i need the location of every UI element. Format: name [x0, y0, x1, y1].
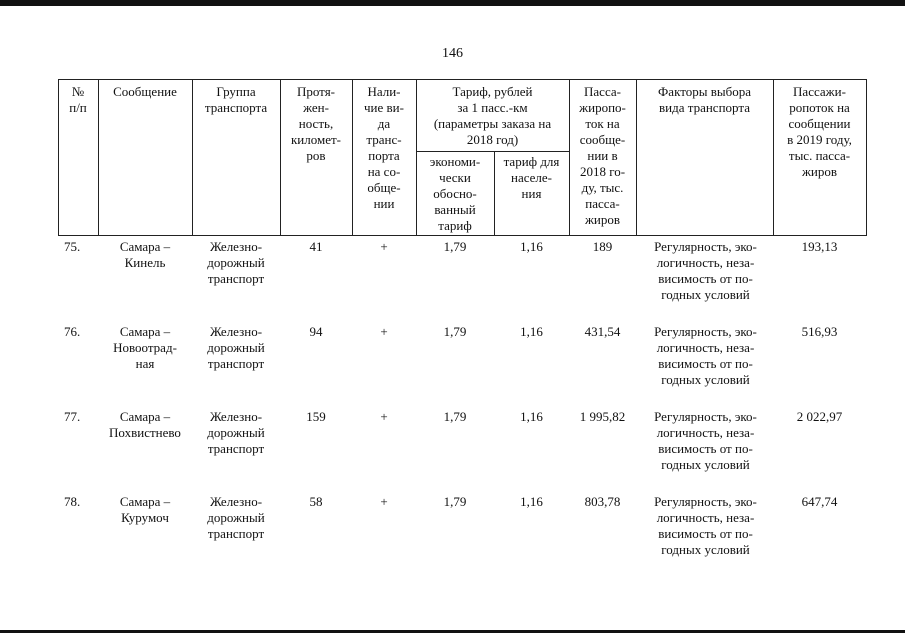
row-transport-group: Железно- дорожный транспорт [207, 324, 265, 371]
row-flow-2018: 1 995,82 [579, 409, 626, 424]
row-number: 75. [64, 239, 81, 254]
row-length: 58 [309, 494, 323, 509]
header-flow-2019: Пассажи- ропоток на сообщении в 2019 году, тыс. пасса- жиров [787, 84, 852, 179]
tariff-split-line [416, 151, 569, 152]
row-flow-2019: 647,74 [801, 494, 838, 509]
row-availability: + [380, 239, 388, 254]
header-route: Сообщение [113, 84, 177, 99]
header-flow-2018: Пасса- жиропо- ток на сообще- нии в 2018 го- ду, тыс. пасса- жиров [579, 84, 626, 227]
row-number: 76. [64, 324, 81, 339]
row-factors: Регулярность, эко- логичность, неза- висимость от по- годных условий [654, 409, 757, 472]
row-availability: + [380, 324, 388, 339]
row-length: 41 [309, 239, 323, 254]
header-tariff-population: тариф для населе- ния [503, 154, 560, 201]
header-tariff: Тариф, рублей за 1 пасс.-км (параметры заказа на 2018 год) [433, 84, 552, 147]
row-number: 77. [64, 409, 81, 424]
header-availability: Нали- чие ви- да транс- порта на со- обще- нии [364, 84, 404, 211]
row-tariff-population: 1,16 [520, 494, 543, 509]
row-factors: Регулярность, эко- логичность, неза- висимость от по- годных условий [654, 494, 757, 557]
row-tariff-economic: 1,79 [443, 494, 467, 509]
row-flow-2019: 516,93 [801, 324, 838, 339]
row-flow-2019: 2 022,97 [796, 409, 843, 424]
row-length: 159 [306, 409, 326, 424]
row-tariff-population: 1,16 [520, 324, 543, 339]
header-num: № п/п [69, 84, 87, 115]
table-header [0, 0, 905, 240]
row-factors: Регулярность, эко- логичность, неза- висимость от по- годных условий [654, 239, 757, 302]
row-number: 78. [64, 494, 81, 509]
row-length: 94 [309, 324, 323, 339]
page-number: 146 [442, 46, 463, 61]
row-flow-2018: 431,54 [584, 324, 621, 339]
row-factors: Регулярность, эко- логичность, неза- висимость от по- годных условий [654, 324, 757, 387]
row-tariff-economic: 1,79 [443, 409, 467, 424]
header-length: Протя- жен- ность, километ- ров [290, 84, 342, 163]
row-flow-2018: 189 [592, 239, 613, 254]
bottom-border-rule [0, 630, 905, 633]
row-tariff-economic: 1,79 [443, 324, 467, 339]
col-divider [866, 79, 867, 236]
row-route: Самара – Похвистнево [109, 409, 181, 440]
row-route: Самара – Курумоч [119, 494, 171, 525]
row-tariff-economic: 1,79 [443, 239, 467, 254]
row-tariff-population: 1,16 [520, 409, 543, 424]
row-transport-group: Железно- дорожный транспорт [207, 409, 265, 456]
row-transport-group: Железно- дорожный транспорт [207, 494, 265, 541]
row-flow-2018: 803,78 [584, 494, 621, 509]
header-top-border [58, 79, 866, 80]
row-flow-2019: 193,13 [801, 239, 838, 254]
header-group: Группа транспорта [204, 84, 268, 115]
row-tariff-population: 1,16 [520, 239, 543, 254]
row-transport-group: Железно- дорожный транспорт [207, 239, 265, 286]
header-bottom-border [58, 235, 866, 236]
row-availability: + [380, 409, 388, 424]
row-route: Самара – Новоотрад- ная [113, 324, 177, 371]
row-route: Самара – Кинель [119, 239, 171, 270]
row-availability: + [380, 494, 388, 509]
header-tariff-economic: экономи- чески обосно- ванный тариф [429, 154, 481, 233]
col-divider [98, 79, 99, 236]
header-factors: Факторы выбора вида транспорта [658, 84, 751, 115]
